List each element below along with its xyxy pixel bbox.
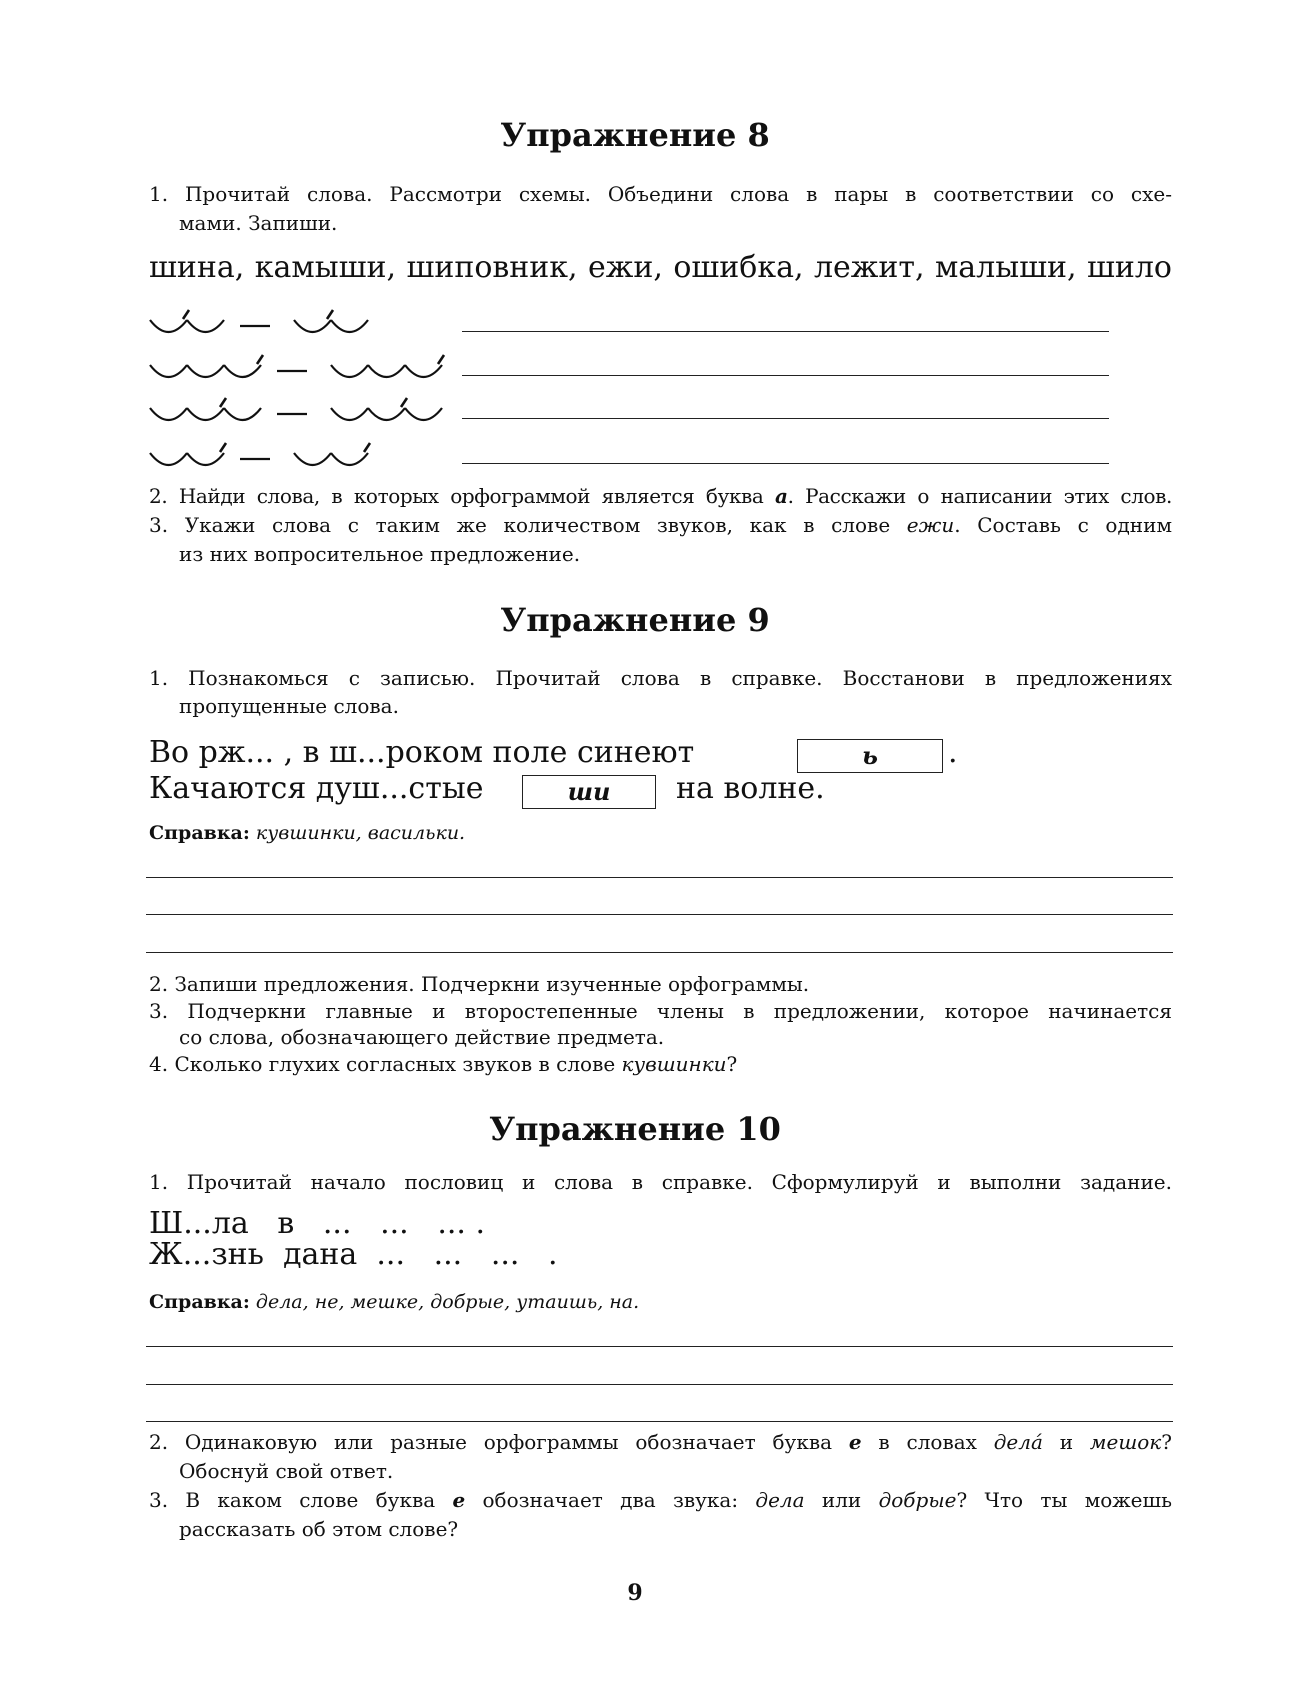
word: кувшинки	[621, 1052, 727, 1076]
syllable-arc	[368, 365, 405, 377]
letter: е	[452, 1488, 466, 1512]
word: добрые	[878, 1488, 957, 1512]
ex10-task2-line2: Обоснуй свой ответ.	[179, 1459, 394, 1483]
syllable-arc	[150, 408, 187, 420]
ex9-task4	[149, 1052, 737, 1076]
syllable-arc	[187, 408, 224, 420]
ex8-task1-line2: мами. Запиши.	[179, 211, 338, 235]
ex9-sentence-2: Качаются душ...стые	[149, 771, 484, 806]
syllable-arc	[224, 365, 261, 377]
stress-mark	[364, 443, 370, 452]
exercise-8-title: Упражнение 8	[500, 116, 770, 154]
ex8-task2	[149, 484, 1172, 508]
text: обозначает два звука:	[465, 1488, 756, 1512]
text: или	[804, 1488, 879, 1512]
scheme-row-4	[146, 435, 446, 475]
reference-label: Справка:	[149, 822, 250, 844]
writing-line[interactable]	[146, 877, 1173, 878]
answer-line[interactable]	[462, 418, 1109, 419]
syllable-arc	[187, 320, 224, 332]
text: 3. В каком слове буква	[149, 1488, 453, 1512]
syllable-arc	[187, 365, 224, 377]
ex9-task2: 2. Запиши предложения. Подчеркни изученные орфограммы.	[149, 972, 810, 996]
ex10-task1: 1. Прочитай начало пословиц и слова в справке. Сформулируй и выполни задание.	[149, 1170, 1172, 1194]
ex9-task1-line2: пропущенные слова.	[179, 694, 399, 718]
text: в словах	[861, 1430, 994, 1454]
text: 2. Найди слова, в которых орфограммой является буква	[149, 484, 775, 508]
syllable-arc	[294, 320, 331, 332]
sentence-2-end: на волне.	[676, 771, 825, 806]
syllable-arc	[368, 408, 405, 420]
text: и	[1042, 1430, 1090, 1454]
syllable-arc	[331, 320, 368, 332]
ex9-task1-line1: 1. Познакомься с записью. Прочитай слова в справке. Восстанови в предложениях	[149, 666, 1172, 690]
proverb-2: Ж...знь дана ... ... ... .	[149, 1237, 558, 1272]
word: ежи	[906, 513, 955, 537]
sentence-1-period: .	[948, 735, 958, 770]
answer-line[interactable]	[462, 331, 1109, 332]
ex9-task3-line1: 3. Подчеркни главные и второстепенные члены в предложении, которое начинается	[149, 999, 1172, 1023]
stress-mark	[257, 355, 263, 364]
scheme-row-3	[146, 390, 446, 430]
syllable-arc	[331, 453, 368, 465]
ex8-task3-line1	[149, 513, 1172, 537]
writing-line[interactable]	[146, 1346, 1173, 1347]
ex9-sentence-1: Во рж... , в ш...роком поле синеют	[149, 735, 695, 770]
syllable-arc	[150, 453, 187, 465]
word: мешок	[1089, 1430, 1162, 1454]
text: ?	[726, 1052, 738, 1076]
syllable-arc	[150, 365, 187, 377]
syllable-arc	[187, 453, 224, 465]
text: 2. Одинаковую или разные орфограммы обозначает буква	[149, 1430, 849, 1454]
exercise-10-title: Упражнение 10	[489, 1110, 781, 1148]
stress-mark	[220, 398, 226, 407]
ex10-task3-line1	[149, 1488, 1172, 1512]
writing-line[interactable]	[146, 952, 1173, 953]
ex10-reference	[149, 1291, 639, 1313]
text: 3. Укажи слова с таким же количеством звуков, как в слове	[149, 513, 907, 537]
text: ? Что ты можешь	[956, 1488, 1173, 1512]
writing-line[interactable]	[146, 1384, 1173, 1385]
word: дела́	[993, 1430, 1043, 1454]
syllable-arc	[405, 408, 442, 420]
stress-mark	[220, 443, 226, 452]
syllable-arc	[331, 365, 368, 377]
proverb-1: Ш...ла в ... ... ... .	[149, 1206, 486, 1241]
reference-label: Справка:	[149, 1291, 250, 1313]
ex8-task3-line2: из них вопросительное предложение.	[179, 542, 581, 566]
syllable-arc	[405, 365, 442, 377]
ex8-task1-line1: 1. Прочитай слова. Рассмотри схемы. Объедини слова в пары в соответствии со схе-	[149, 182, 1172, 206]
text: ?	[1161, 1430, 1172, 1454]
reference-words: кувшинки, васильки.	[255, 822, 466, 844]
text: . Составь с одним	[954, 513, 1172, 537]
stress-mark	[183, 310, 189, 319]
answer-line[interactable]	[462, 375, 1109, 376]
writing-line[interactable]	[146, 914, 1173, 915]
ex10-task3-line2: рассказать об этом слове?	[179, 1517, 459, 1541]
exercise-9-title: Упражнение 9	[500, 601, 770, 639]
writing-line[interactable]	[146, 1421, 1173, 1422]
reference-words: дела, не, мешке, добрые, утаишь, на.	[255, 1291, 640, 1313]
missing-word-box-2[interactable]: ши	[522, 775, 656, 809]
scheme-row-1	[146, 302, 446, 342]
page-number: 9	[627, 1580, 643, 1606]
ex10-task2-line1	[149, 1430, 1172, 1454]
syllable-arc	[224, 408, 261, 420]
text: . Расскажи о написании этих слов.	[787, 484, 1172, 508]
ex9-task3-line2: со слова, обозначающего действие предмета.	[179, 1025, 665, 1049]
stress-mark	[438, 355, 444, 364]
answer-line[interactable]	[462, 463, 1109, 464]
syllable-arc	[331, 408, 368, 420]
syllable-arc	[150, 320, 187, 332]
letter: а	[775, 484, 788, 508]
word: дела	[755, 1488, 805, 1512]
stress-mark	[401, 398, 407, 407]
text: 4. Сколько глухих согласных звуков в слове	[149, 1052, 622, 1076]
scheme-row-2	[146, 347, 446, 387]
missing-word-box-1[interactable]: ь	[797, 739, 943, 773]
ex8-word-list: шина, камыши, шиповник, ежи, ошибка, лежит, малыши, шило	[149, 250, 1172, 285]
letter: е	[848, 1430, 862, 1454]
syllable-arc	[294, 453, 331, 465]
ex9-reference	[149, 822, 465, 844]
stress-mark	[327, 310, 333, 319]
